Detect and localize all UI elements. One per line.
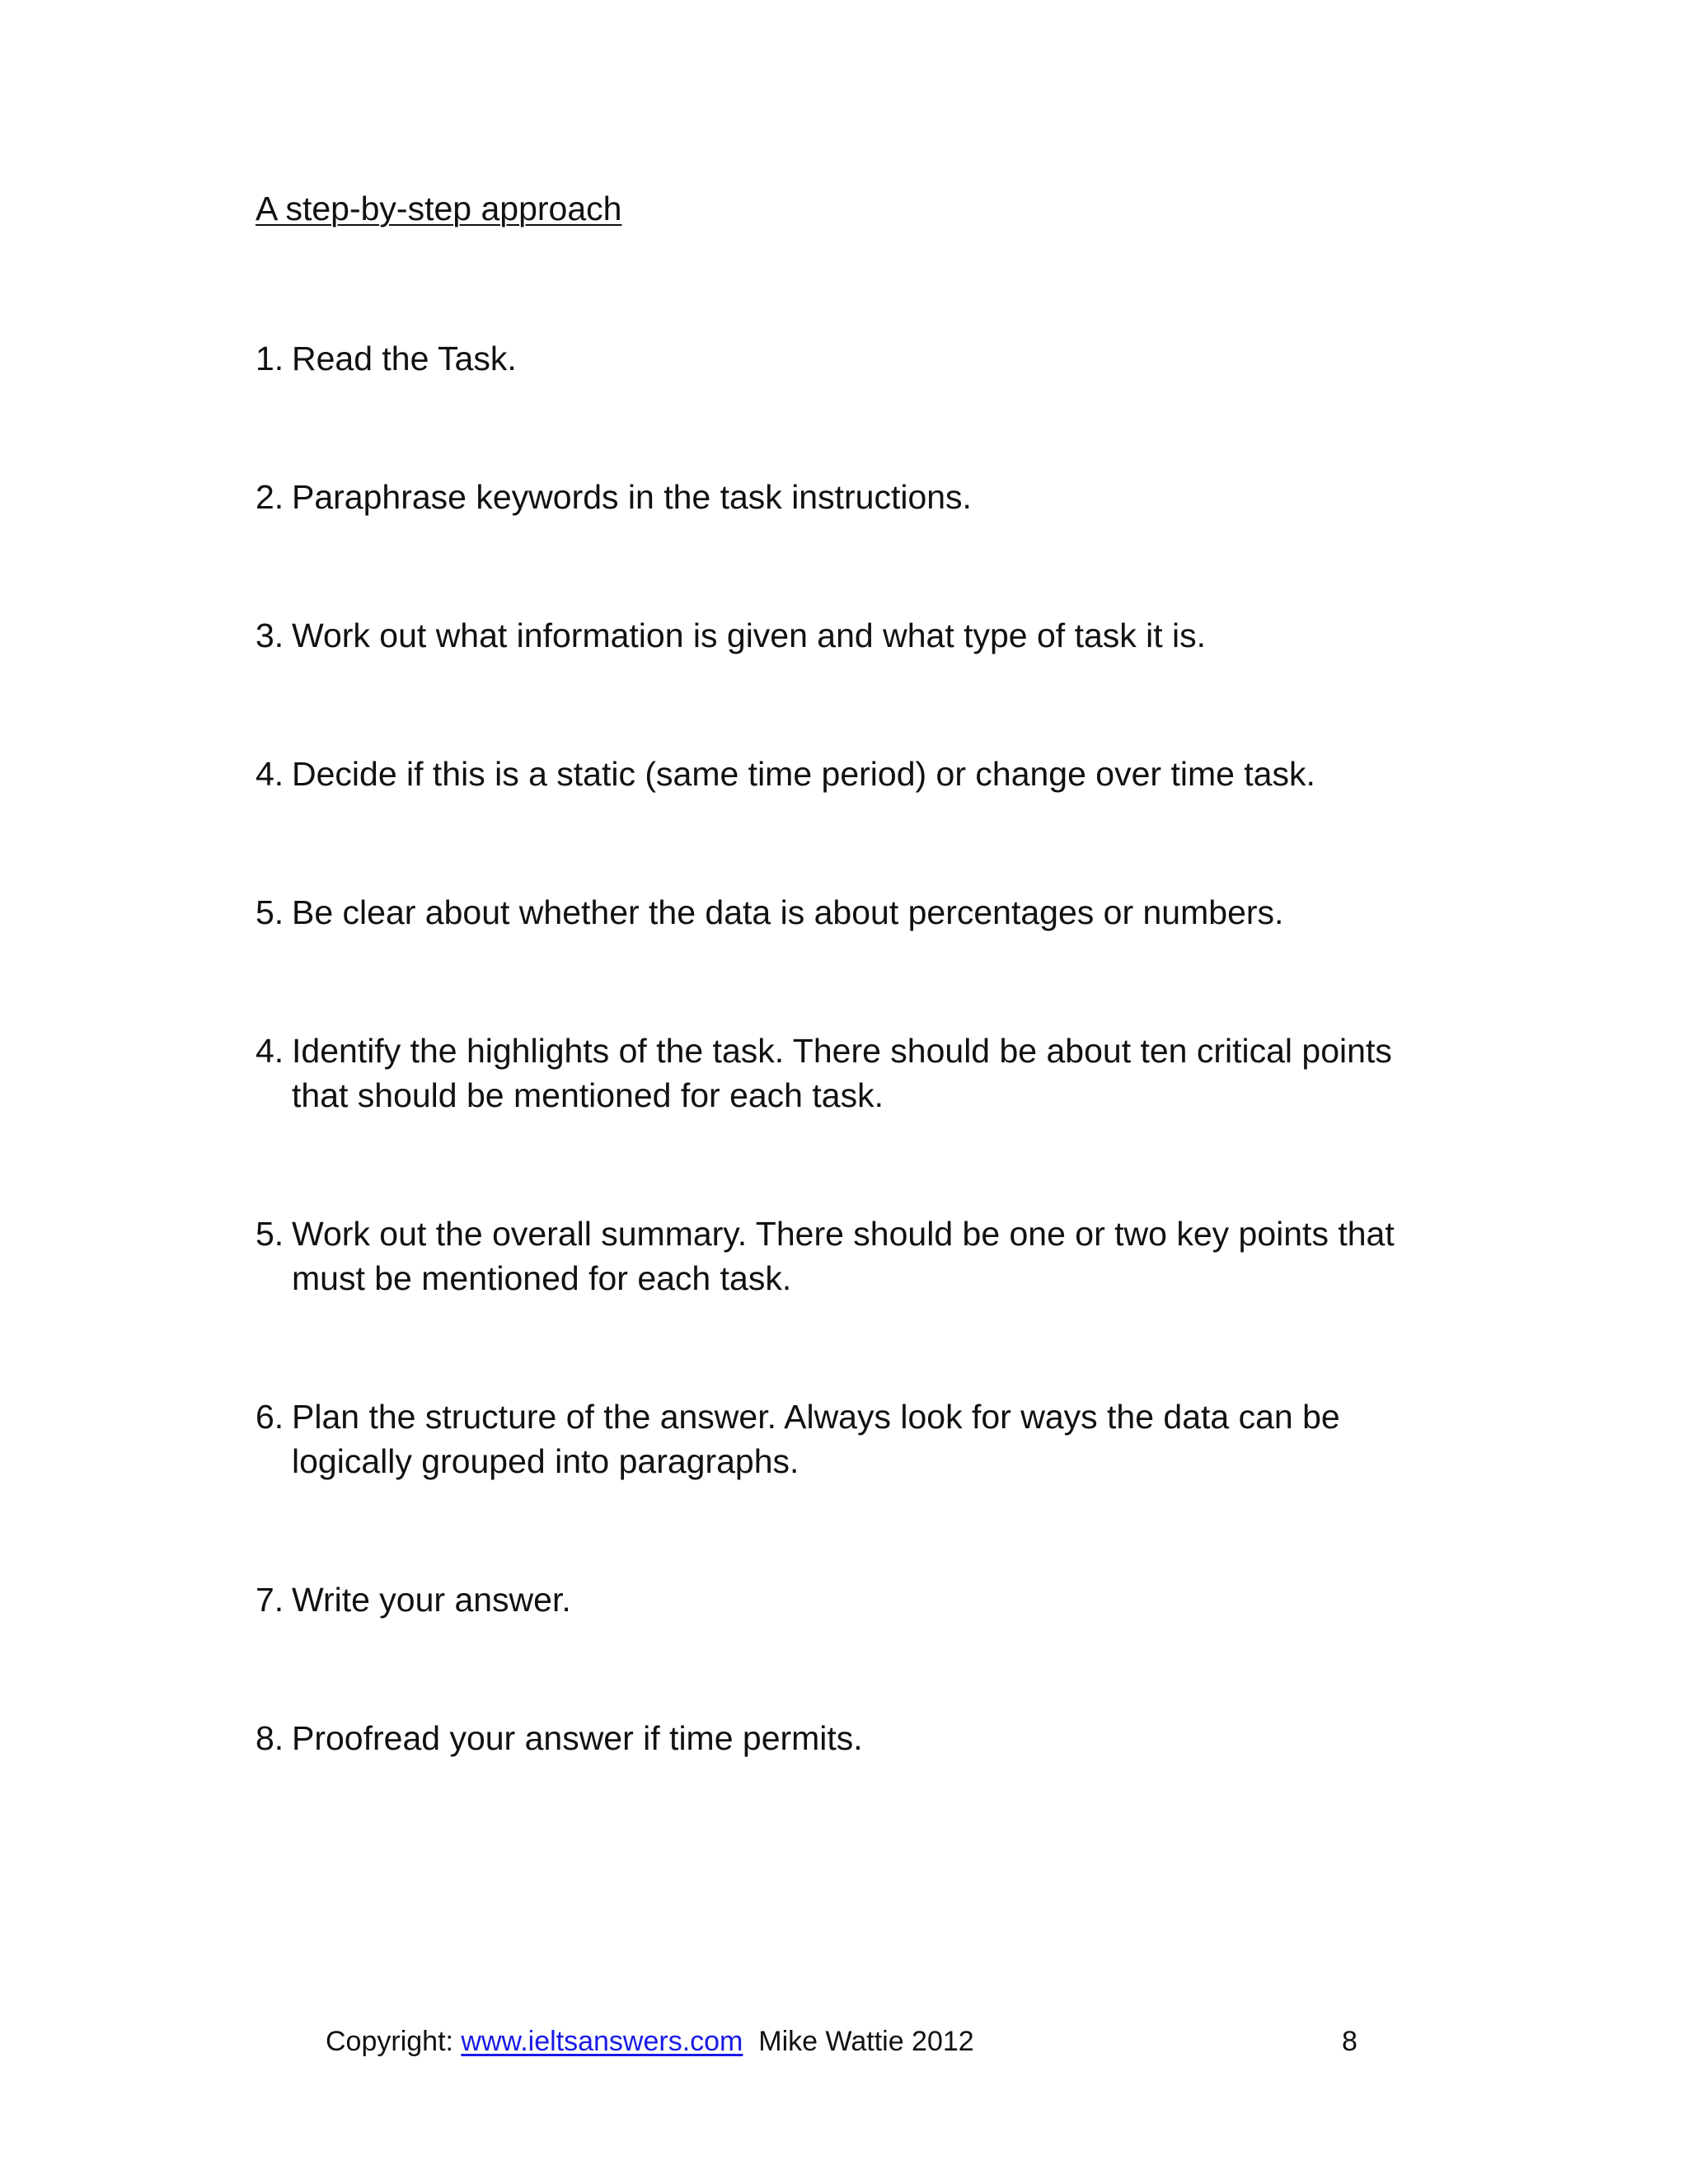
author-text: Mike Wattie 2012 — [743, 2026, 974, 2057]
step-number: 4. — [256, 755, 284, 793]
section-heading: A step-by-step approach — [256, 190, 622, 227]
step-item — [256, 1212, 1426, 1301]
step-text: Proofread your answer if time permits. — [292, 1719, 863, 1757]
step-item — [256, 1577, 1426, 1622]
step-item — [256, 336, 1426, 381]
step-text: Identify the highlights of the task. There should be about ten critical points that should be mentioned for each task. — [292, 1032, 1392, 1114]
step-item — [256, 890, 1426, 935]
step-text: Write your answer. — [292, 1581, 571, 1619]
step-text: Work out what information is given and what type of task it is. — [292, 616, 1207, 654]
step-item — [256, 613, 1426, 658]
footer-copyright — [326, 2023, 974, 2060]
step-item — [256, 752, 1426, 796]
step-number: 1. — [256, 340, 284, 377]
page-number: 8 — [1342, 2026, 1357, 2057]
step-item — [256, 475, 1426, 519]
step-number: 7. — [256, 1581, 284, 1619]
step-text: Decide if this is a static (same time period) or change over time task. — [292, 755, 1315, 793]
step-number: 5. — [256, 893, 284, 931]
step-text: Work out the overall summary. There should be one or two key points that must be mentioned for each task. — [292, 1215, 1395, 1297]
copyright-label: Copyright: — [326, 2026, 462, 2057]
website-link[interactable]: www.ieltsanswers.com — [461, 2026, 743, 2057]
step-text: Be clear about whether the data is about percentages or numbers. — [292, 893, 1284, 931]
step-item — [256, 1716, 1426, 1760]
step-number: 5. — [256, 1215, 284, 1253]
step-text: Paraphrase keywords in the task instructions. — [292, 478, 972, 516]
step-number: 2. — [256, 478, 284, 516]
step-number: 3. — [256, 616, 284, 654]
step-number: 4. — [256, 1032, 284, 1070]
step-text: Plan the structure of the answer. Always look for ways the data can be logically grouped into paragraphs. — [292, 1398, 1340, 1480]
step-number: 8. — [256, 1719, 284, 1757]
step-text: Read the Task. — [292, 340, 517, 377]
step-item — [256, 1394, 1426, 1483]
step-number: 6. — [256, 1398, 284, 1436]
step-item — [256, 1029, 1426, 1118]
